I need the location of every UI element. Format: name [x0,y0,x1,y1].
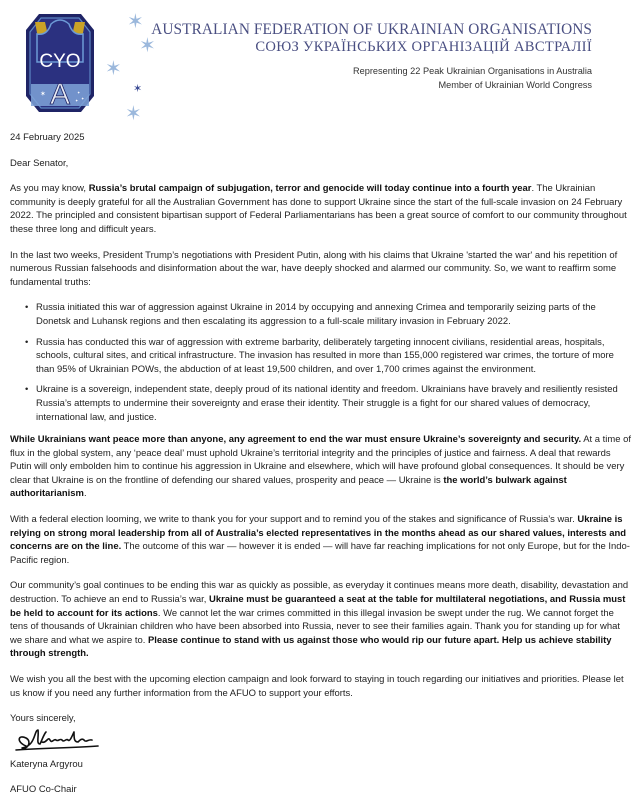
svg-text:✶: ✶ [139,33,156,57]
letter-date: 24 February 2025 [10,132,85,143]
bold-text: the world’s bulwark against authoritarianism [10,474,567,500]
list-item: • Russia has conducted this war of aggression with extreme barbarity, deliberately targeting innocent civilians, residential areas, hospitals, schools, cultural sites, and critical infrastructure. The invasion has resulted in more than 155,000 registered war crimes, the torture of more than 95% of Ukrainian POWs, the abduction of at least 19,500 children, and over 1,700 crimes against the environment. [36,336,632,377]
svg-text:✦: ✦ [75,98,79,103]
signer-title: AFUO Co-Chair [10,784,77,796]
tagline-member: Member of Ukrainian World Congress [438,80,592,90]
svg-text:✶: ✶ [105,56,122,80]
truths-list [10,301,632,424]
paragraph-intro [10,182,632,236]
signer-name: Kateryna Argyrou [10,758,83,770]
letterhead [0,0,640,125]
svg-text:✦: ✦ [77,90,81,95]
bold-text: While Ukrainians want peace more than anyone, any agreement to end the war must ensure Ukraine’s sovereignty and security. [10,434,582,446]
org-name-english: AUSTRALIAN FEDERATION OF UKRAINIAN ORGANISATIONS [151,21,592,38]
salutation: Dear Senator, [10,157,69,169]
text: . We cannot let the war crimes committed in this illegal invasion be swept under the rug. We cannot forget the tens of thousands of Ukrainian children who have been absorbed into Russia, never to see their families again. Thank you for standing up for what we share and what we aspire to. [10,607,620,646]
text: At a time of flux in the global system, any ‘peace deal’ must uphold Ukraine’s territorial integrity and the principles of justice and fairness. A deal that rewards Putin will only embolden him to continue his aggression in Ukraine and elsewhere, which will have profound global consequences. It should be very clear that Ukraine is on the frontline of defending our shared values, prosperity and peace — Ukraine is [10,434,631,486]
letter-body [10,131,632,809]
bold-text: Russia’s brutal campaign of subjugation, terror and genocide will today continue into a fourth year [88,183,532,195]
text: The outcome of this war — however it is ended — will have far reaching implications for not only Europe, but for the Indo-Pacific region. [10,541,630,566]
bold-text: Ukraine is relying on strong moral leadership from all of Australia’s elected representatives in the months ahead as our shared values, interests and concerns are on the line. [10,514,627,553]
svg-text:✶: ✶ [127,9,144,33]
logo-letters-cyo: CYO [39,51,81,72]
text: . [83,488,87,500]
paragraph-closing-wish: We wish you all the best with the upcoming election campaign and look forward to staying in touch regarding our initiatives and priorities. Please let us know if you need any further information from the AFUO to support your efforts. [10,674,624,699]
svg-text:✦: ✦ [81,96,85,101]
svg-text:✶: ✶ [125,101,142,123]
svg-text:✶: ✶ [133,82,143,95]
handwritten-signature-icon [12,726,102,756]
text: With a federal election looming, we write to thank you for your support and to remind you of the stakes and significance of Russia’s war. [10,514,578,526]
text: Our community’s goal continues to be ending this war as quickly as possible, as everyday it continues means more death, disability, devastation and destruction. To achieve an end to Russia’s war, [10,580,629,606]
paragraph-goal [10,579,632,661]
bold-text: Please continue to stand with us against those who would rip our future apart. Help us achieve stability through strength. [10,634,612,660]
text: As you may know, [10,183,89,195]
list-item: • Russia initiated this war of aggression against Ukraine in 2014 by occupying and annexing Crimea and temporarily seizing parts of the Donetsk and Luhansk regions and then escalating its aggression to a full-scale military invasion in February 2022. [36,301,632,328]
paragraph-election [10,513,632,567]
text: . The Ukrainian community is deeply grateful for all the Australian Government has done to support Ukraine since the start of the full-scale invasion on 24 February 2022. The principled and consistent bipartisan support of Federal Parliamentarians has been a great source of comfort to our community throughout these three long and difficult years. [10,183,627,235]
bold-text: Ukraine must be guaranteed a seat at the table for multilateral negotiations, and Russia must be held to account for its actions [10,594,626,619]
org-name-ukrainian: СОЮЗ УКРАЇНСЬКИХ ОРГАНІЗАЦІЙ АВСТРАЛІЇ [255,39,592,55]
logo-letter-a: A [49,78,71,111]
list-item: • Ukraine is a sovereign, independent state, deeply proud of its national identity and freedom. Ukrainians have bravely and resiliently resisted Russia’s attempts to undermine their sovereignty and erase their identity. Their struggle is a fight for our shared values of democracy, international law, and justice. [36,383,632,424]
paragraph-context: In the last two weeks, President Trump’s negotiations with President Putin, along with his claims that Ukraine 'started the war' and his repetition of numerous Russian falsehoods and disinformation about the war, have deeply shocked and alarmed our community. So, we want to reaffirm some fundamental truths: [10,249,618,288]
svg-text:✶: ✶ [40,91,46,98]
closing: Yours sincerely, [10,713,76,725]
tagline-representing: Representing 22 Peak Ukrainian Organisations in Australia [352,66,592,76]
paragraph-peace [10,433,632,501]
afuo-crest-logo-icon [25,12,95,114]
